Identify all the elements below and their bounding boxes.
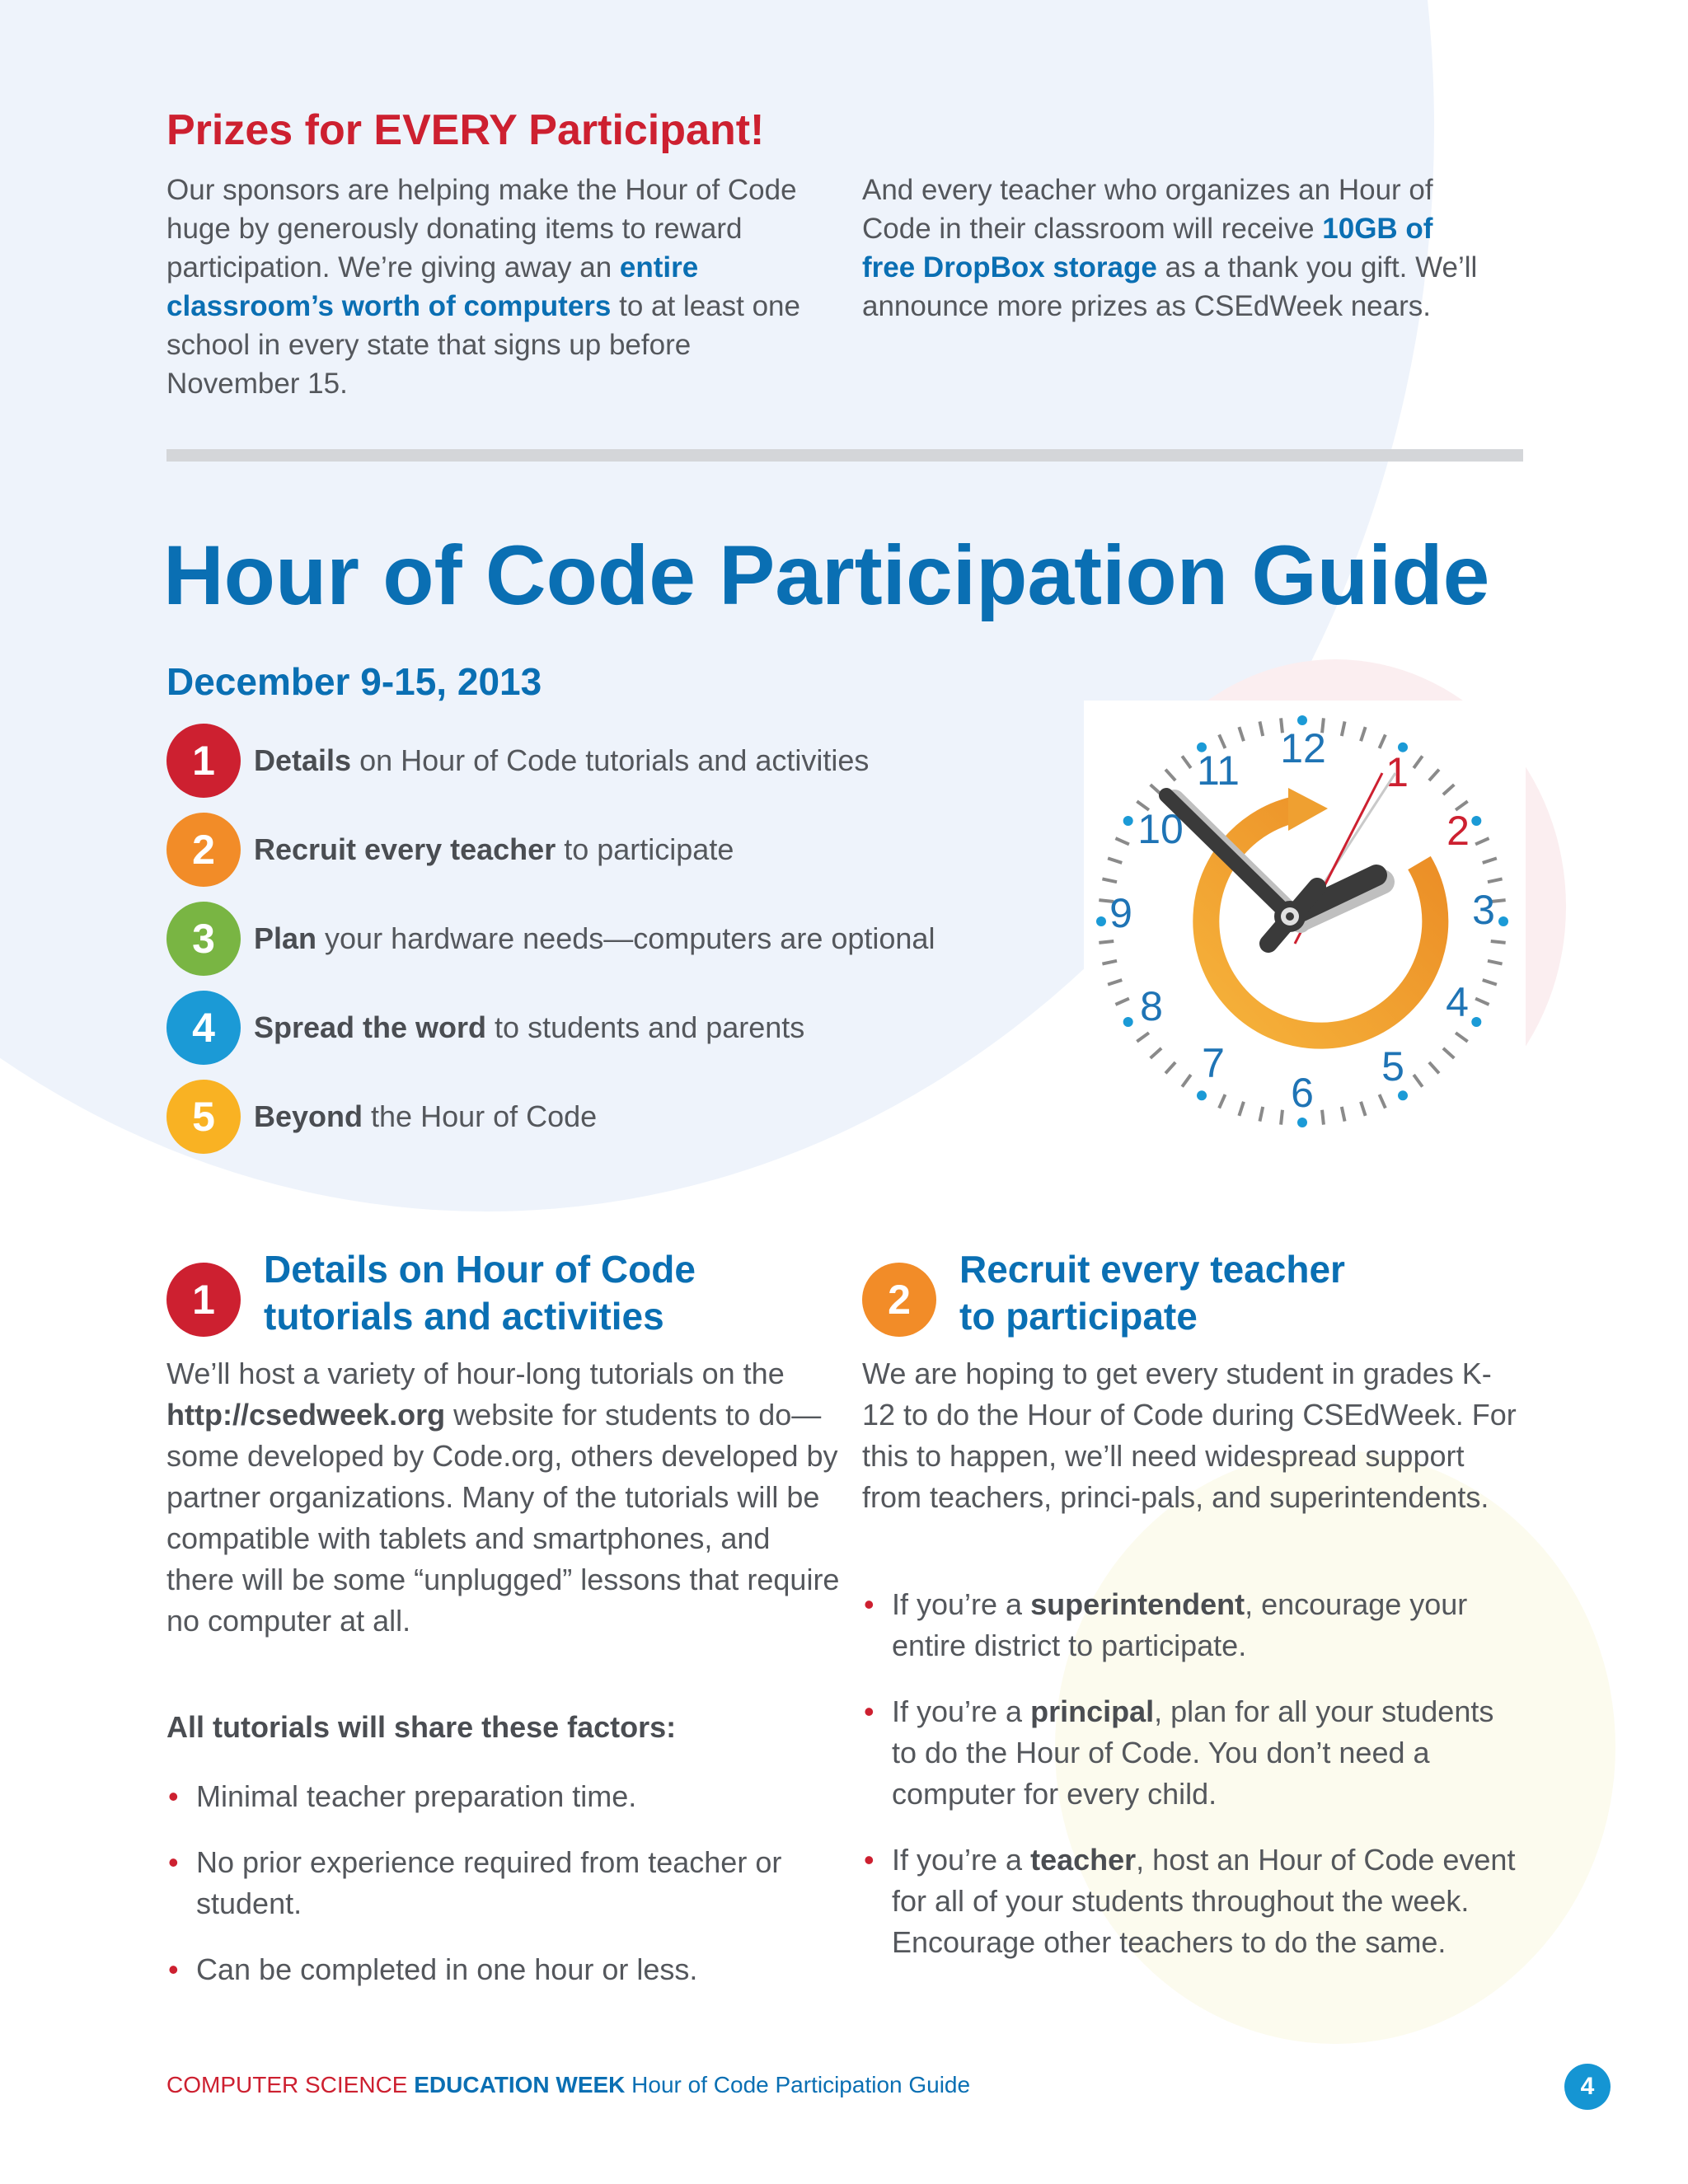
clock-minute-tick (1239, 1102, 1244, 1116)
section-1-header (166, 1246, 696, 1340)
clock-minute-tick (1414, 1075, 1423, 1087)
step-number-badge: 2 (166, 813, 241, 887)
clock-minute-tick (1483, 980, 1497, 985)
list-item: • If you’re a teacher, host an Hour of Code event for all of your students throughout the week. Encourage other teachers to do the same. (864, 1843, 1516, 1959)
clock-minute-tick (1488, 961, 1503, 964)
section-2-body: We are hoping to get every student in grades K-12 to do the Hour of Code during CSEdWeek. For this to happen, we’ll need widespread support from teachers, princi-pals, and superintendents. (862, 1357, 1517, 1514)
clock-minute-tick (1322, 1110, 1324, 1125)
clock-minute-tick (1380, 734, 1386, 748)
clock-hour-dot (1297, 715, 1307, 725)
clock-hour-dot (1471, 1017, 1481, 1027)
orange-arrow-head (1288, 788, 1328, 831)
clock-minute-tick (1182, 1075, 1191, 1087)
clock-minute-tick (1108, 858, 1122, 863)
step-5: 5 Beyond the Hour of Code (166, 1081, 597, 1152)
clock-hour-dot (1123, 1017, 1133, 1027)
clock-number: 12 (1280, 725, 1326, 772)
clock-minute-tick (1259, 1107, 1263, 1122)
clock-number: 4 (1446, 979, 1469, 1026)
clock-number: 6 (1291, 1070, 1314, 1117)
clock-minute-tick (1380, 1094, 1386, 1108)
clock-number: 3 (1472, 887, 1495, 934)
clock-number: 10 (1137, 806, 1184, 853)
clock-minute-tick (1429, 770, 1439, 780)
clock-minute-tick (1102, 961, 1117, 964)
clock-icon (1084, 701, 1526, 1174)
prize-computers-highlight: entire classroom’s worth of computers (166, 251, 699, 322)
clock-hour-dot (1096, 916, 1106, 926)
clock-minute-tick (1475, 999, 1489, 1005)
clock-minute-tick (1342, 1107, 1345, 1122)
clock-minute-tick (1102, 879, 1117, 882)
page-number-badge: 4 (1564, 2064, 1611, 2110)
footer-edweek: EDUCATION WEEK (414, 2072, 626, 2097)
step-2: 2 Recruit every teacher to participate (166, 814, 734, 885)
clock-number: 2 (1447, 808, 1470, 855)
clock-minute-tick (1239, 727, 1244, 741)
step-3: 3 Plan your hardware needs—computers are optional (166, 903, 935, 974)
clock-number: 5 (1381, 1043, 1404, 1090)
guide-date: December 9-15, 2013 (166, 660, 542, 703)
clock-minute-tick (1475, 838, 1489, 844)
clock-minute-tick (1182, 756, 1191, 768)
clock-minute-tick (1099, 941, 1114, 943)
section-2-header (862, 1246, 1345, 1340)
clock-number: 11 (1197, 748, 1240, 794)
clock-minute-tick (1219, 734, 1225, 748)
list-item: • Can be completed in one hour or less. (168, 1952, 698, 1986)
clock-hour-dot (1197, 1090, 1207, 1100)
clock-hour-dot (1398, 1090, 1408, 1100)
clock-minute-tick (1115, 838, 1128, 844)
prizes-left-paragraph: Our sponsors are helping make the Hour of Code huge by generously donating items to reward participation. We’re giving away an entire classroom’s worth of computers to at least one school in every state that signs up before November 15. (166, 174, 800, 400)
clock-minute-tick (1443, 1048, 1454, 1058)
guide-title: Hour of Code Participation Guide (163, 528, 1490, 622)
clock-minute-tick (1115, 999, 1128, 1005)
section-1-title: Details on Hour of Code tutorials and activities (264, 1248, 696, 1338)
clock-number: 8 (1140, 983, 1163, 1030)
footer-guide: Hour of Code Participation Guide (625, 2072, 971, 2097)
section-1-body: We’ll host a variety of hour-long tutorials on the http://csedweek.org website for students to do—some developed by Code.org, others developed by partner organizations. Many of the tutorials will be compatible with tablets and smartphones, and there will be some “unplugged” lessons that require no computer at all. (166, 1357, 840, 1638)
section-2-title: Recruit every teacher to participate (959, 1248, 1345, 1338)
clock-number: 9 (1109, 890, 1132, 937)
clock-center-pin (1286, 912, 1294, 921)
clock-minute-tick (1137, 1033, 1149, 1042)
clock-number: 1 (1386, 749, 1409, 796)
section-divider (166, 449, 1523, 462)
clock-minute-tick (1165, 770, 1175, 780)
section-1-badge: 1 (166, 1263, 241, 1337)
clock-minute-tick (1483, 858, 1497, 863)
factors-list (166, 1776, 842, 2015)
clock-hour-dot (1123, 816, 1133, 826)
clock-minute-tick (1342, 721, 1345, 736)
prizes-title: Prizes for EVERY Participant! (166, 106, 765, 154)
step-number-badge: 3 (166, 902, 241, 976)
clock-hour-dot (1471, 816, 1481, 826)
clock-minute-tick (1361, 727, 1366, 741)
clock-minute-tick (1429, 1062, 1439, 1073)
clock-hour-dot (1297, 1118, 1307, 1127)
clock-minute-tick (1488, 879, 1503, 882)
list-item: • No prior experience required from teacher or student. (168, 1845, 782, 1920)
list-item: • If you’re a principal, plan for all your students to do the Hour of Code. You don’t need a computer for every child. (864, 1694, 1494, 1811)
clock-minute-tick (1219, 1094, 1225, 1108)
clock-minute-tick (1108, 980, 1122, 985)
list-item: • Minimal teacher preparation time. (168, 1779, 637, 1813)
clock-minute-tick (1491, 941, 1506, 943)
factors-heading: All tutorials will share these factors: (166, 1710, 677, 1744)
clock-minute-tick (1414, 756, 1423, 768)
clock-minute-tick (1456, 1033, 1468, 1042)
footer (166, 2072, 970, 2098)
clock-minute-tick (1151, 1048, 1161, 1058)
clock-minute-tick (1165, 1062, 1175, 1073)
step-1: 1 Details on Hour of Code tutorials and activities (166, 725, 869, 796)
section-2-badge: 2 (862, 1263, 936, 1337)
clock-hour-dot (1498, 916, 1508, 926)
step-number-badge: 5 (166, 1080, 241, 1154)
roles-list (862, 1584, 1522, 1988)
step-number-badge: 1 (166, 724, 241, 798)
clock-minute-tick (1443, 785, 1454, 794)
prize-dropbox-highlight: 10GB of free DropBox storage (862, 213, 1433, 284)
clock-illustration (1084, 701, 1526, 1174)
clock-minute-tick (1361, 1102, 1366, 1116)
clock-number: 7 (1202, 1040, 1225, 1087)
clock-minute-tick (1259, 721, 1263, 736)
clock-minute-tick (1281, 1110, 1282, 1125)
prizes-right-paragraph: And every teacher who organizes an Hour of Code in their classroom will receive 10GB of free DropBox storage as a thank you gift. We’ll announce more prizes as CSEdWeek nears. (862, 174, 1478, 322)
step-4: 4 Spread the word to students and parents (166, 992, 804, 1063)
footer-cs: COMPUTER SCIENCE (166, 2072, 415, 2097)
step-number-badge: 4 (166, 991, 241, 1065)
csedweek-link[interactable]: http://csedweek.org (166, 1398, 446, 1432)
list-item: • If you’re a superintendent, encourage your entire district to participate. (864, 1587, 1468, 1662)
